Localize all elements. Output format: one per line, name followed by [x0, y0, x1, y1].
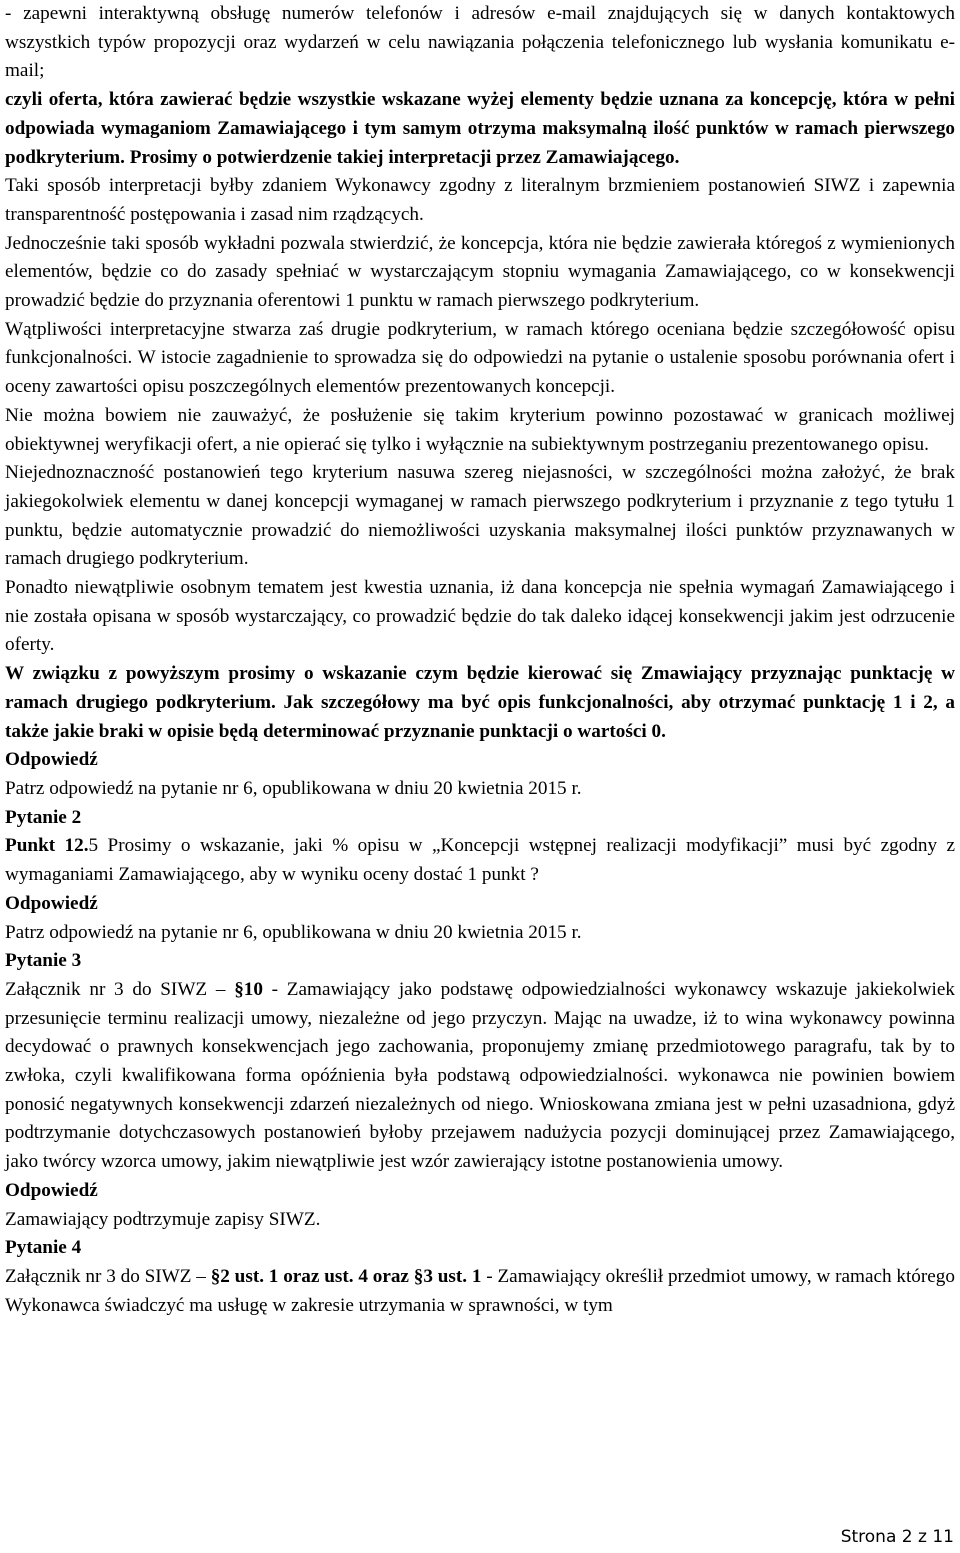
total-pages: 11	[932, 1527, 954, 1547]
question-text	[5, 832, 955, 889]
current-page: 2	[901, 1527, 913, 1547]
answer-text: Zamawiający podtrzymuje zapisy SIWZ.	[5, 1208, 321, 1230]
question-text	[5, 976, 955, 1177]
paragraph: czyli oferta, która zawierać będzie wszystkie wskazane wyżej elementy będzie uznana za koncepcję, która w pełni odpowiada wymaganiom Zamawiającego i tym samym otrzyma maksymalną ilość punktów w ramach pierwszego podkryterium. Prosimy o potwierdzenie takiej interpretacji przez Zamawiającego.	[5, 89, 955, 168]
question-body: - Zamawiający określił przedmiot umowy, w ramach którego Wykonawca świadczyć ma usługę w zakresie utrzymania w sprawności, w tym	[5, 1265, 955, 1316]
paragraph: Wątpliwości interpretacyjne stwarza zaś drugie podkryterium, w ramach którego oceniana będzie szczegółowość opisu funkcjonalności. W istocie zagadnienie to sprowadza się do odpowiedzi na pytanie o ustalenie sposobu porównania ofert i oceny zawartości opisu poszczególnych elementów prezentowanych koncepcji.	[5, 318, 955, 398]
paragraph: W związku z powyższym prosimy o wskazanie czym będzie kierować się Zmawiający przyznając punktację w ramach drugiego podkryterium. Jak szczegółowy ma być opis funkcjonalności, aby otrzymać punktację 1 i 2, a także jakie braki w opisie będą determinować przyznanie punktacji o wartości 0.	[5, 663, 955, 742]
paragraph: - zapewni interaktywną obsługę numerów telefonów i adresów e-mail znajdujących się w danych kontaktowych wszystkich typów propozycji oraz wydarzeń w celu nawiązania połączenia telefonicznego lub wysłania komunikatu e-mail;	[5, 3, 955, 82]
page-separator: z	[918, 1527, 927, 1547]
question-text	[5, 1263, 955, 1320]
paragraph: Niejednoznaczność postanowień tego kryterium nasuwa szereg niejasności, w szczególności można założyć, że brak jakiegokolwiek elementu w danej koncepcji wymaganej w ramach pierwszego podkryterium i przyznanie z tego tytułu 1 punktu, będzie automatycznie prowadzić do niemożliwości uzyskania maksymalnej ilości punktów przyznawanych w ramach drugiego podkryterium.	[5, 462, 955, 570]
page-label: Strona	[840, 1527, 897, 1547]
section-ref: §10	[234, 978, 263, 1000]
answer-heading: Odpowiedź	[5, 892, 98, 914]
question-heading: Pytanie 4	[5, 1237, 82, 1259]
answer-text: Patrz odpowiedź na pytanie nr 6, opublikowana w dniu 20 kwietnia 2015 r.	[5, 921, 582, 943]
paragraph: Taki sposób interpretacji byłby zdaniem Wykonawcy zgodny z literalnym brzmieniem postanowień SIWZ i zapewnia transparentność postępowania i zasad nim rządzących.	[5, 175, 955, 225]
paragraph: Nie można bowiem nie zauważyć, że posłużenie się takim kryterium powinno pozostawać w granicach możliwej obiektywnej weryfikacji ofert, a nie opierać się tylko i wyłącznie na subiektywnym postrzeganiu prezentowanego opisu.	[5, 404, 955, 455]
answer-heading: Odpowiedź	[5, 749, 98, 771]
page-number-footer	[841, 1527, 954, 1547]
document-page	[5, 0, 955, 1320]
question-heading: Pytanie 3	[5, 950, 82, 972]
answer-text: Patrz odpowiedź na pytanie nr 6, opublikowana w dniu 20 kwietnia 2015 r.	[5, 777, 582, 799]
question-reference: Punkt 12.	[5, 835, 89, 857]
paragraph: Ponadto niewątpliwie osobnym tematem jest kwestia uznania, iż dana koncepcja nie spełnia wymagań Zamawiającego i nie została opisana w sposób wystarczający, co prowadzić będzie do tak daleko idącej konsekwencji jakim jest odrzucenie oferty.	[5, 577, 955, 656]
question-reference: Załącznik nr 3 do SIWZ –	[5, 1265, 211, 1287]
question-body: 5 Prosimy o wskazanie, jaki % opisu w „Koncepcji wstępnej realizacji modyfikacji” musi być zgodny z wymaganiami Zamawiającego, aby w wyniku oceny dostać 1 punkt ?	[5, 835, 956, 886]
paragraph: Jednocześnie taki sposób wykładni pozwala stwierdzić, że koncepcja, która nie będzie zawierała któregoś z wymienionych elementów, będzie co do zasady spełniać w wystarczającym stopniu wymagania Zamawiającego, co w konsekwencji prowadzić będzie do przyznania oferentowi 1 punktu w ramach pierwszego podkryterium.	[5, 232, 955, 312]
section-ref: §2 ust. 1 oraz ust. 4 oraz §3 ust. 1	[210, 1265, 482, 1287]
question-heading: Pytanie 2	[5, 806, 82, 828]
question-reference: Załącznik nr 3 do SIWZ –	[5, 978, 235, 1000]
answer-heading: Odpowiedź	[5, 1179, 98, 1201]
question-body: - Zamawiający jako podstawę odpowiedzialności wykonawcy wskazuje jakiekolwiek przesunięcie terminu realizacji umowy, niezależne od jego przyczyn. Mając na uwadze, iż to wina wykonawcy powinna decydować o prawnych konsekwencjach jego zachowania, proponujemy zmianę przedmiotowego paragrafu, tak by to zwłoka, czyli kwalifikowana forma opóźnienia była podstawą odpowiedzialności. wykonawca nie powinien bowiem ponosić negatywnych konsekwencji zdarzeń niezależnych od niego. Wnioskowana zmiana jest w pełni uzasadniona, gdyż podtrzymanie dotychczasowych postanowień byłoby przejawem nadużycia pozycji dominującej przez Zamawiającego, jako twórcy wzorca umowy, jakim niewątpliwie jest wzór zawierający istotne postanowienia umowy.	[5, 978, 956, 1173]
